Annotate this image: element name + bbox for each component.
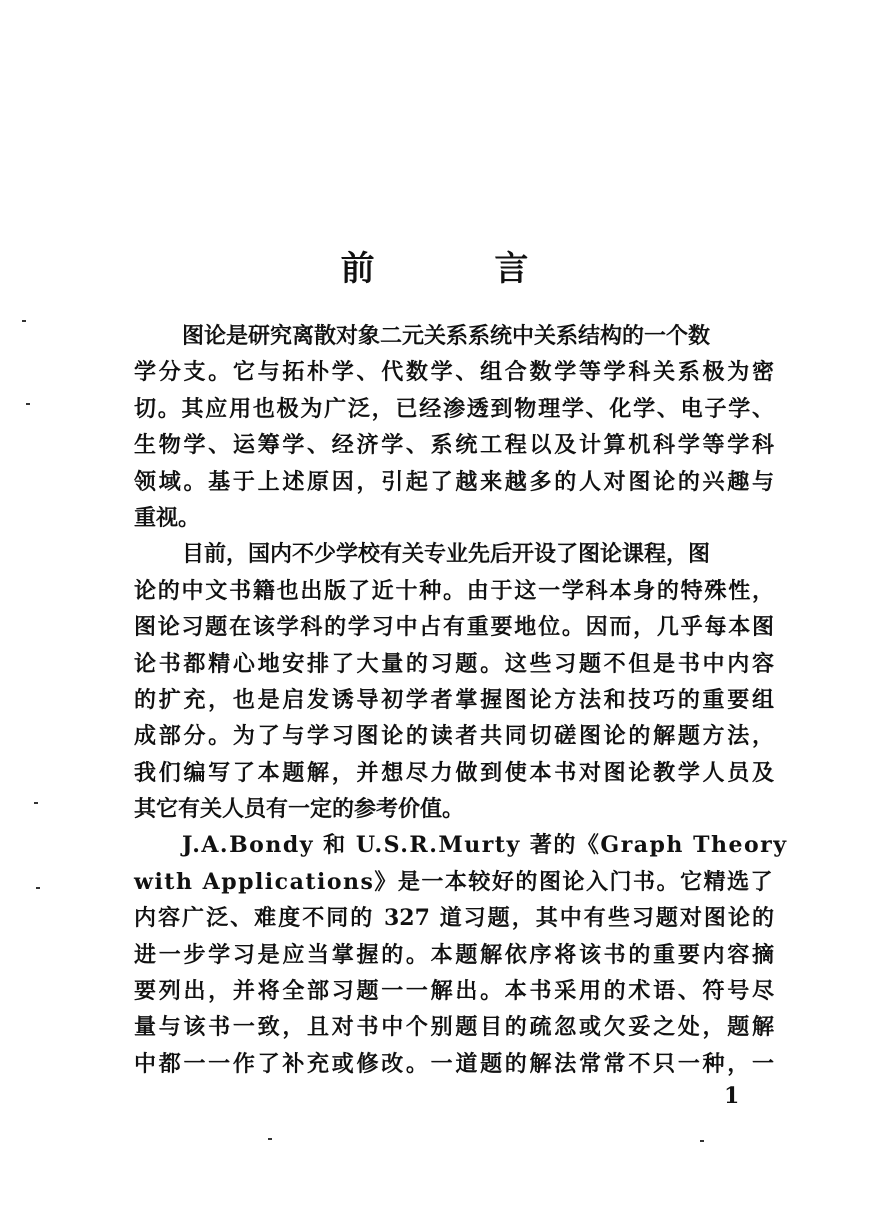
- text-line: 论书都精心地安排了大量的习题。这些习题不但是书中内容: [134, 650, 774, 677]
- text-line: 目前，国内不少学校有关专业先后开设了图论课程，图: [182, 541, 711, 568]
- text-line: 生物学、运筹学、经济学、系统工程以及计算机科学等学科: [134, 432, 774, 459]
- scan-speck: [700, 1140, 704, 1142]
- text-line: 其它有关人员有一定的参考价值。: [134, 796, 465, 823]
- text-line: 图论是研究离散对象二元关系系统中关系结构的一个数: [182, 323, 711, 349]
- preface-body: [134, 318, 788, 1082]
- scan-speck: [36, 887, 40, 889]
- text-line: 的扩充，也是启发诱导初学者掌握图论方法和技巧的重要组: [134, 686, 774, 713]
- scan-speck: [34, 802, 38, 804]
- text-line: 图论习题在该学科的学习中占有重要地位。因而，几乎每本图: [134, 614, 774, 641]
- text-line: 论的中文书籍也出版了近十种。由于这一学科本身的特殊性，: [134, 577, 774, 604]
- page-title: 前 言: [340, 249, 583, 289]
- scan-speck: [268, 1138, 272, 1140]
- text-line: 量与该书一致，且对书中个别题目的疏忽或欠妥之处，题解: [134, 1014, 774, 1041]
- text-line: 重视。: [134, 504, 201, 531]
- text-line: J.A.Bondy 和 U.S.R.Murty 著的《Graph Theory: [182, 832, 788, 859]
- text-line: 我们编写了本题解，并想尽力做到使本书对图论教学人员及: [134, 759, 774, 786]
- scan-speck: [26, 403, 30, 405]
- text-line: 要列出，并将全部习题一一解出。本书采用的术语、符号尽: [134, 978, 774, 1005]
- scan-speck: [22, 320, 26, 322]
- text-line: 进一步学习是应当掌握的。本题解依序将该书的重要内容摘: [134, 941, 774, 968]
- page-number: 1: [724, 1083, 740, 1109]
- text-line: 内容广泛、难度不同的 327 道习题，其中有些习题对图论的: [134, 905, 774, 932]
- text-line: with Applications》是一本较好的图论入门书。它精选了: [134, 868, 774, 895]
- text-line: 中都一一作了补充或修改。一道题的解法常常不只一种，一: [134, 1050, 774, 1077]
- text-line: 切。其应用也极为广泛，已经渗透到物理学、化学、电子学、: [134, 395, 774, 422]
- text-line: 成部分。为了与学习图论的读者共同切磋图论的解题方法，: [134, 723, 774, 750]
- text-line: 学分支。它与拓朴学、代数学、组合数学等学科关系极为密: [134, 359, 774, 386]
- text-line: 领域。基于上述原因，引起了越来越多的人对图论的兴趣与: [134, 468, 774, 495]
